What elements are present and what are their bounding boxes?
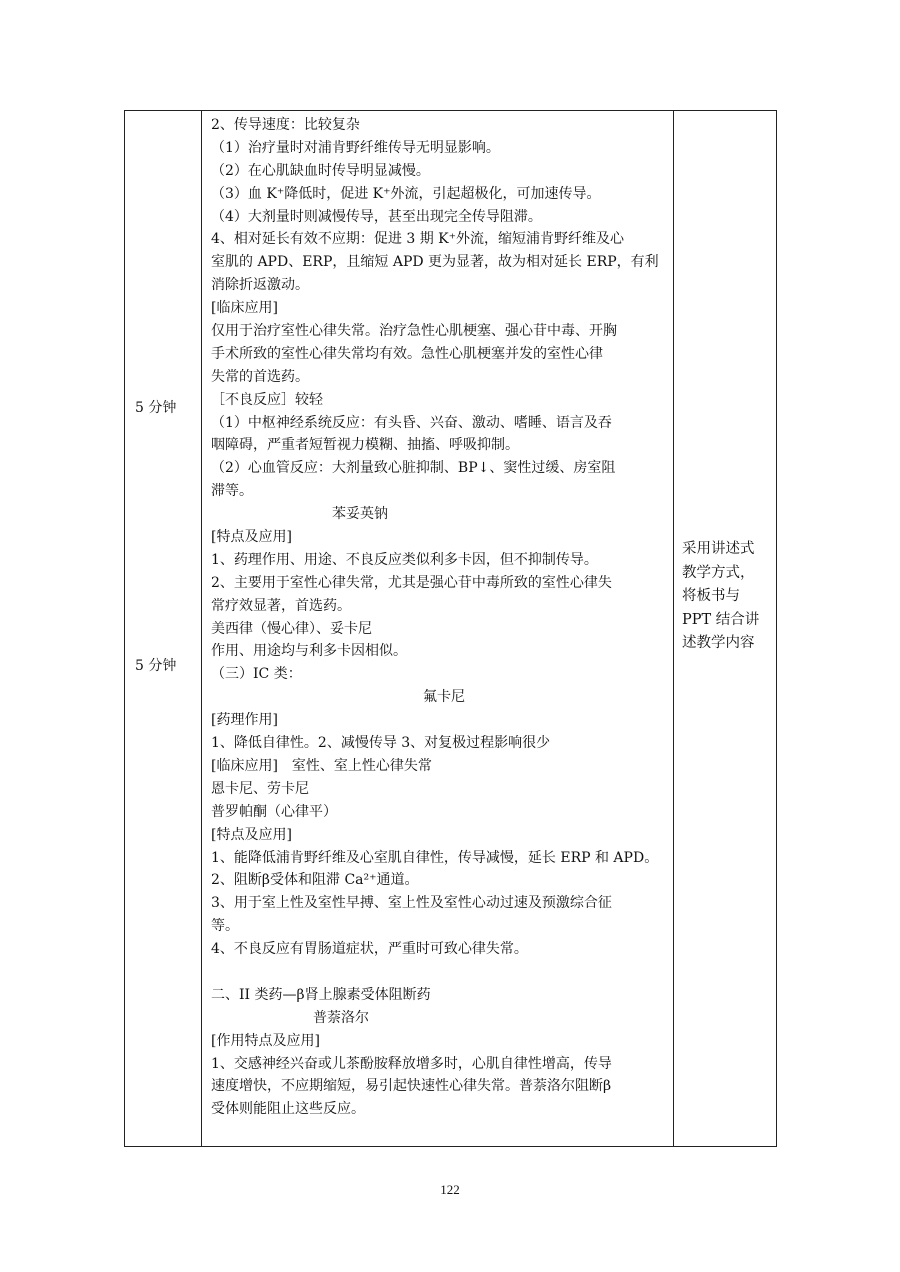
text-line: （2）在心肌缺血时传导明显减慢。 <box>211 162 430 179</box>
section-heading: [作用特点及应用] <box>211 1032 320 1049</box>
time-column-divider <box>201 111 202 1146</box>
text-line: 2、主要用于室性心律失常，尤其是强心苷中毒所致的室性心律失 <box>211 574 612 591</box>
text-line: 1、降低自律性。2、减慢传导 3、对复极过程影响很少 <box>211 735 551 752</box>
text-line: 3、用于室上性及室性早搏、室上性及室性心动过速及预激综合征 <box>211 895 612 912</box>
lesson-plan-table <box>124 110 777 1147</box>
page-number: 122 <box>440 1182 460 1197</box>
text-line: 二、II 类药—β肾上腺素受体阻断药 <box>211 986 431 1003</box>
text-line: 1、药理作用、用途、不良反应类似利多卡因，但不抑制传导。 <box>211 551 598 568</box>
method-line: 采用讲述式 <box>682 541 755 557</box>
text-line: 仅用于治疗室性心律失常。治疗急性心肌梗塞、强心苷中毒、开胸 <box>211 323 617 340</box>
text-line: [临床应用] 室性、室上性心律失常 <box>211 757 432 774</box>
drug-title: 普萘洛尔 <box>313 1009 369 1026</box>
text-line: 失常的首选药。 <box>211 368 309 385</box>
text-line: （三）IC 类： <box>211 666 302 683</box>
time-cell-1: 5 分钟 <box>135 400 177 416</box>
text-line: 等。 <box>211 918 239 935</box>
section-heading: [特点及应用] <box>211 826 292 843</box>
time-cell-2: 5 分钟 <box>135 658 177 674</box>
section-heading: ［不良反应］较轻 <box>211 391 323 408</box>
text-line: 2、传导速度：比较复杂 <box>211 117 360 133</box>
text-line: 1、能降低浦肯野纤维及心室肌自律性，传导减慢，延长 ERP 和 APD。 <box>211 849 659 866</box>
section-heading: [临床应用] <box>211 300 278 317</box>
text-line: 4、相对延长有效不应期：促进 3 期 K⁺外流，缩短浦肯野纤维及心 <box>211 231 625 248</box>
method-line: 述教学内容 <box>682 635 755 651</box>
text-line: 4、不良反应有胃肠道症状，严重时可致心律失常。 <box>211 941 528 958</box>
section-heading: [特点及应用] <box>211 529 292 546</box>
text-line: （3）血 K⁺降低时，促进 K⁺外流，引起超极化，可加速传导。 <box>211 185 601 202</box>
drug-title: 氟卡尼 <box>423 689 465 706</box>
text-line: 手术所致的室性心律失常均有效。急性心肌梗塞并发的室性心律 <box>211 345 603 362</box>
text-line: 恩卡尼、劳卡尼 <box>211 780 309 797</box>
text-line: 常疗效显著，首选药。 <box>211 597 351 614</box>
text-line: 咽障碍，严重者短暂视力模糊、抽搐、呼吸抑制。 <box>211 437 519 454</box>
text-line: 滞等。 <box>211 483 253 500</box>
drug-title: 苯妥英钠 <box>332 506 388 523</box>
method-line: PPT 结合讲 <box>682 611 760 628</box>
text-line: 受体则能阻止这些反应。 <box>211 1101 365 1118</box>
text-line: （4）大剂量时则减慢传导，甚至出现完全传导阻滞。 <box>211 208 542 225</box>
text-line: 美西律（慢心律）、妥卡尼 <box>211 620 372 637</box>
text-line: 2、阻断β受体和阻滞 Ca²⁺通道。 <box>211 872 419 889</box>
text-line: 1、交感神经兴奋或儿茶酚胺释放增多时，心肌自律性增高，传导 <box>211 1055 612 1072</box>
text-line: （1）中枢神经系统反应：有头昏、兴奋、激动、嗜睡、语言及吞 <box>211 414 612 431</box>
text-line: 普罗帕酮（心律平） <box>211 803 337 820</box>
text-line: 消除折返激动。 <box>211 277 309 294</box>
blank-line <box>211 961 673 984</box>
content-cell <box>211 114 673 1121</box>
text-line: 室肌的 APD、ERP，且缩短 APD 更为显著，故为相对延长 ERP，有利 <box>211 254 659 271</box>
section-heading: [药理作用] <box>211 712 278 729</box>
method-line: 将板书与 <box>682 588 740 604</box>
teaching-method-cell <box>682 538 774 656</box>
text-line: 速度增快，不应期缩短，易引起快速性心律失常。普萘洛尔阻断β <box>211 1078 612 1095</box>
method-line: 教学方式， <box>682 564 755 581</box>
method-column-divider <box>673 111 674 1146</box>
text-line: （2）心血管反应：大剂量致心脏抑制、BP↓、窦性过缓、房室阻 <box>211 460 616 477</box>
text-line: （1）治疗量时对浦肯野纤维传导无明显影响。 <box>211 139 500 156</box>
text-line: 作用、用途均与利多卡因相似。 <box>211 643 407 660</box>
